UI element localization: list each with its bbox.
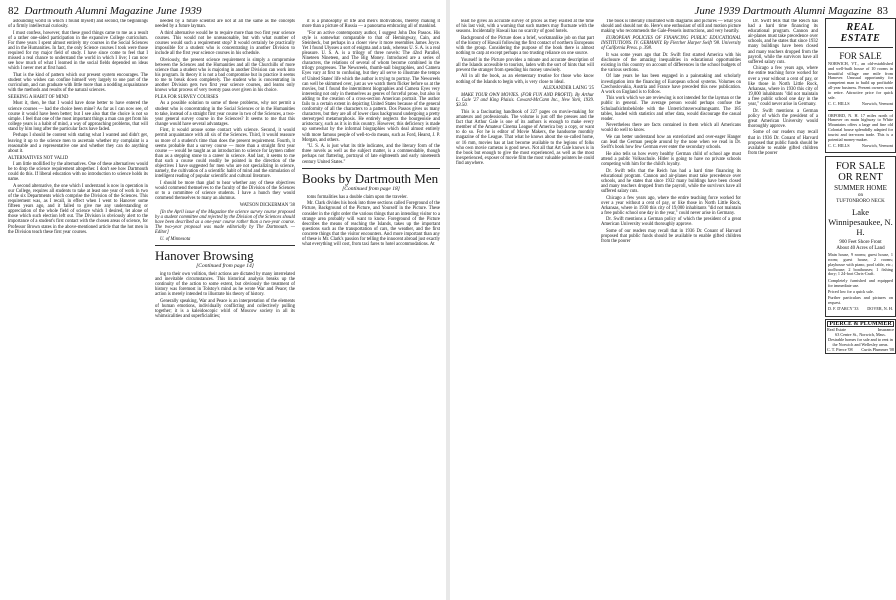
right-column-2 bbox=[601, 19, 741, 597]
contact-place: Norwich, Vermont bbox=[861, 142, 893, 148]
left-column-3 bbox=[302, 19, 440, 597]
furnished-note: Completely furnished and equipped for immediate use. bbox=[828, 277, 893, 288]
continued-line: [Continued from page 18] bbox=[342, 185, 400, 192]
right-column-3 bbox=[748, 19, 818, 597]
review-paragraph: The book is liberally illustrated with diagrams and pictures — what you should and should not do. Here's one enthusiast of still and motion picture making who recommends the Gale-Pessels instructions, and very heartily. bbox=[601, 19, 741, 35]
pp-address: 63 Centre St., Norwich, Mass. bbox=[835, 332, 886, 338]
review-paragraph: He also tells us how every healthy German child of school age must attend a public Volksschule. Hitler is going to have no private schools competing with him for the child's loyalty. bbox=[601, 151, 741, 167]
tuftonboro-neck: TUFTONBORO NECK bbox=[836, 199, 885, 205]
review-paragraph: Chicago a few years ago, where the entire teaching force worked for over a year without a cent of pay, or like those in North Little Rock, Arkansas, where in 1930 this city of 19,000 inhabitants "did not maintain a free public school one day in the year," could never arise in Germany. bbox=[601, 195, 741, 216]
review-paragraph: Of late years he has been engaged in a painstaking and scholarly investigation into the financing of European school systems. Volumes on Czechoslovakia, Austria and France have preceded this new publication. A work on England is to follow. bbox=[601, 74, 741, 95]
article-paragraph: ing to their own volition, their actions are dictated by many interrelated and inevitable circumstances. This historical analysis breaks up the continuity of the action to some extent, but obviously the treatment of history was foremost in Tolstoy's mind as he wrote War and Peace; the action is merely intended to illustrate his theory of history. bbox=[155, 271, 295, 298]
review-paragraph: Dr. Swift tells that the Reich has had a hard time financing its educational program. Cannon and air-planes must take precedence over schools, and he states that since 1932 many buildings have been closed and many teachers dropped from the payroll, while the survivors have all suffered salary cuts. bbox=[748, 19, 818, 65]
contact-place: Norwich, Vermont bbox=[861, 100, 893, 106]
review-paragraph: Dr. Swift tells that the Reich has had a hard time financing its educational program. Cannon and air-planes must take precedence over schools, and he states that since 1932 many buildings have been closed and many teachers dropped from the payroll, while the survivors have all suffered salary cuts. bbox=[601, 168, 741, 194]
section-subhead: ALTERNATIVES NOT VALID bbox=[8, 155, 68, 161]
article-paragraph: I should be more than glad to hear whether any of these objectives would commend themselves to the faculty of the Division of the Sciences or to a committee of science students. I have a hunch they would commend themselves to many an alumnus. bbox=[155, 180, 295, 202]
acreage: About 40 Acres of Land bbox=[836, 246, 885, 252]
darcy-contact bbox=[828, 307, 893, 312]
article-paragraph: That is the kind of pattern which our present system encourages. The student who wishes can confine himself very largely to one part of the curriculum, and can graduate with little more than a nodding acquaintance with the methods and results of the natural sciences. bbox=[8, 72, 148, 94]
summer-home-ad bbox=[825, 156, 896, 316]
review-paragraph: Nevertheless there are facts contained in them which all Americans would do well to know. bbox=[601, 123, 741, 134]
review-paragraph: It was some years ago that Dr. Swift first started America with his disclosure of the amazing inequalities in educational opportunities existing in this country on account of differences in the school budgets of the various sections. bbox=[601, 52, 741, 73]
article-paragraph: Generally speaking, War and Peace is an interpretation of the elements of human emotions, individually conflicting and collectively pulling together; it is a kaleidoscopic whirl of Moscow society in all its whimsicalities and superficialities; bbox=[155, 298, 295, 320]
right-page bbox=[450, 0, 896, 600]
section-subhead: PLEA FOR SURVEY COURSES bbox=[155, 95, 219, 101]
for-sale-or-rent: FOR SALE OR RENT bbox=[835, 161, 886, 184]
review-paragraph: Yourself in the Picture provides a minute and accurate description of all the Islands accessible to tourists, laden with the sort of hints that will prevent the stranger from spending his money unwisely. bbox=[456, 57, 594, 73]
hanover-browsing-heading: Hanover Browsing bbox=[155, 247, 254, 263]
lake-name: Lake Winnipesaukee, N. H. bbox=[828, 207, 893, 238]
pp-real-estate: Real Estate bbox=[827, 327, 846, 333]
for-sale-heading: FOR SALE bbox=[839, 51, 882, 61]
divider bbox=[155, 245, 295, 246]
orford-description: ORFORD, N. H. 17 miles north of Hanover on main highway to White Mountains offers a large and fine old Colonial house splendidly adapted for tourist and tea-room trade. This is a potential money-maker. bbox=[828, 112, 893, 142]
pp-partner: C. T. Pierce '08 bbox=[827, 346, 853, 352]
article-paragraph: needed by a future scientist are not at all the same as the concepts needed by a future layman. bbox=[155, 19, 295, 30]
pp-partner: Curtis Plummer '08 bbox=[861, 346, 894, 352]
orford-contact bbox=[828, 144, 893, 149]
article-paragraph: Must it, then, be that I would have done better to have entered the science courses — had the choice been mine? As far as I can now see, of course it would have been better; but I see also that the choice is not so simple. I feel that one of the most important things a man can get from his college years is a habit of mind, a way of approaching problems, that will stand by him long after the particular facts have faded. bbox=[8, 101, 148, 132]
article-paragraph: I must confess, however, that these good things came to me as a result of a rather one-sided participation in the expansive College curriculum. For three years I spent almost entirely my courses in the Social Sciences and in the Humanities. In fact, the only Science courses I took were those required for my major field of study. I have since come to feel that I missed a real chance to understand the world in which I live; I can now see how much of what I learned in the social fields depended on ideas which I never met at first hand. bbox=[8, 30, 148, 72]
left-running-head bbox=[8, 5, 202, 17]
real-estate-title: REAL ESTATE bbox=[840, 22, 881, 44]
article-paragraph: toms formalities has a double claim upon the traveler. bbox=[307, 194, 408, 200]
article-paragraph: I am little mollified by the alternatives. One of these alternatives would be to drop the science requirement altogether. I don't see how Dartmouth could do this. If liberal education with no introduction to science holds its name. bbox=[8, 161, 148, 183]
norwich-listing bbox=[828, 62, 893, 149]
contact-name: C. C. HILLS bbox=[828, 100, 850, 106]
review-paragraph: All in all the book, as an elementary treatise for those who know nothing of the Islands to begin with, is very close to ideal. bbox=[456, 74, 594, 85]
article-paragraph: Obviously, the present science requirement is simply a compromise between the Sciences and the Humanities and all the Churchills of more science than a student who is majoring in another Division can work into his program. In theory it is not a bad compromise but in practice it seems to me to break down completely. The student who is concentrating in another Division gets two first year science courses, and learns only knows what process of very twenty pass over given in his choice. bbox=[155, 57, 295, 94]
review-paragraph: Some of our readers may recall that in 1936 Dr. Conant of Harvard proposed that public funds should be available to enable gifted children from the poorer bbox=[601, 229, 741, 245]
continued-line: [Continued from page 14] bbox=[196, 262, 254, 269]
review-paragraph: We can better understand how an exteriorized and over-eager Hanger can lead the German people around by the nose when we read in Dr. Swift's book how few German ever enter the secondary schools. bbox=[601, 134, 741, 151]
book-citation: EUROPEAN POLICIES OF FINANCING PUBLIC EDUCATIONAL INSTITUTIONS. IV. GERMANY. By Fletcher Harper Swift '98. University of California Press. p. 398. bbox=[601, 35, 741, 51]
author-signature: WATSON DICKERMAN '38 bbox=[239, 202, 295, 208]
contact-name: C. C. HILLS bbox=[828, 142, 850, 148]
article-paragraph: "U. S. A. is just what its title indicates, and the literary form of the three novels as well as the subject matter, is a commendable, though perhaps not flattering, portrayal of late eighteenth and early nineteenth century United States." bbox=[302, 144, 440, 165]
article-paragraph: As a possible solution to some of these problems, why not permit a student who is concentrating in the Social Sciences or in the Humanities to take, instead of a straight first year course in two of the Sciences, a two-year general survey course in the Sciences? It seems to me that this change would have several advantages. bbox=[155, 101, 295, 127]
section-subhead: SEEKING A HABIT OF MIND bbox=[8, 95, 69, 101]
left-page bbox=[0, 0, 446, 600]
review-paragraph: This is a fascinating handbook of 227 pages on movie-making for amateurs and professionals. The volume is just off the presses and the fact that Arthur Gale is one of its authors is enough to make every member of the Amateur Cinema League of America buy a copy, or want to do so. For he is editor of Movie Makers, the handsome monthly magazine of the League. That what he knows about the so-called home, or 16 mm, movies has at last become available to the legions of folks who own movie cameras is good news. Not all that Art Gale knows is in the book but enough to give the most experienced, as well as the most inexperienced, exposer of movie film the most valuable pointers he could find anywhere. bbox=[456, 110, 594, 166]
right-page-number: 83 bbox=[877, 5, 888, 17]
norwich-contact bbox=[828, 102, 893, 107]
pierce-plummer-title: PIERCE & PLUMMER bbox=[827, 321, 894, 328]
review-paragraph: This work which we are reviewing is not intended for the layman or the public in general. The average person would perhaps confuse the Schulaufsichtsbehörde with the Unterrichtsverwaltungsamt. The 185 tables, loaded with statistics and other data, would discourage the casual reader. bbox=[601, 96, 741, 122]
review-paragraph: Some of our readers may recall that in 1936 Dr. Conant of Harvard proposed that public funds should be available to enable gifted children from the poorer bbox=[748, 130, 818, 156]
left-page-number: 82 bbox=[8, 5, 19, 17]
left-column-2 bbox=[155, 19, 295, 597]
note-header: U. of Minnesota bbox=[160, 236, 191, 242]
review-paragraph: Dr. Swift mentions a German policy of which the president of a great American University would thoroughly approve. bbox=[748, 108, 818, 129]
summer-home-details bbox=[828, 253, 893, 312]
article-paragraph: "For an active contemporary author, I suggest John Dos Passos. His style is somewhat comparable to that of Hemingway, Cain, and Steinbeck, but perhaps in a closer view it more resembles James Joyce. Yet I found Ulysses a sort of enigma and a task, whereas U. S. A. is a real pleasure. U. S. A. is a trilogy of three novels: The 42nd Parallel, Nineteen Nineteen, and The Big Money. Introduced are a series of characters, the relations of several of whom become combined in the trilogy progresses. The Newsreels, thumb-nail biographies, and Camera Eyes vary at first to confusing, but they all serve to illustrate the tempo of United States' life which the author is trying to portray. The Newsreels can well be skimmed over, just as we watch them flicker before us at the movies, but I found the intermittent biographies and Camera Eyes very interesting not only in themselves as genres of forceful prose, but also in adding to the creation of a cross-section American portrait. The author fails to a certain extent in depicting United States because of the general conformity of all the characters to a pattern. Dos Passos gives us many characters, but they are all of lower class background undergoing a pretty stereotyped metamorphosis. He entirely neglects the bourgeoisie and aristocracy, such as it is in this country. However, this deficiency is made up somewhat by the informal biographies which deal almost entirely with more famous people of well-to-do means, such as Ford, Hearst, J. P. Morgan, and others. bbox=[302, 30, 440, 143]
pp-partners bbox=[827, 348, 894, 353]
books-heading: Books by Dartmouth Men bbox=[302, 170, 439, 186]
review-paragraph: Dr. Swift mentions a German policy of which the president of a great American University would thoroughly approve. bbox=[601, 217, 741, 228]
pp-description: Desirable homes for sale and to rent in the Norwich and Wellesley areas. bbox=[828, 336, 893, 347]
author-signature: ALEXANDER LAING '25 bbox=[542, 86, 594, 92]
left-column-1 bbox=[8, 19, 148, 597]
left-running-title: Dartmouth Alumni Magazine June 1939 bbox=[24, 5, 202, 17]
pp-insurance: Insurance bbox=[877, 327, 894, 333]
right-running-head bbox=[694, 5, 888, 17]
editor-note: [In the April issue of the Magazine the science survey course proposed by a student committee and rejected by the Division of the Sciences should have been described as a one-year course rather than a two-year course. The two-year proposal was made editorially by The Dartmouth. — Editor] bbox=[155, 209, 295, 236]
right-column-1 bbox=[456, 19, 594, 597]
norwich-description: NORWICH, VT., an old-established and well-built house of 10 rooms in beautiful village one mile from Hanover. Unusual opportunity for competent man to build up profitable all-year business. Present owners want to retire. Attractive price for quick sale. bbox=[828, 61, 893, 100]
summer-home: SUMMER HOME bbox=[834, 184, 887, 193]
contact-name: D. F. D'ARCY '33 bbox=[828, 306, 859, 312]
article-paragraph: Mr. Clark divides his book into three sections called Foreground of the Picture, Background of the Picture, and Yourself in the Picture. These consider in the right order the various things that an intending visitor to a strange area probably will want to know. Foreground of the Picture describes the means of reaching the Islands, takes up the important questions such as the transportation of cars, the weather, and the first concrete things that the visitor encounters. And more important than any of these is Mr. Clark's passion for telling the innocent abroad just exactly what everything will cost, from taxi fares to hotel accommodations. At bbox=[302, 201, 440, 248]
review-paragraph: Chicago a few years ago, where the entire teaching force worked for over a year without a cent of pay, or like those in North Little Rock, Arkansas, where in 1930 this city of 19,000 inhabitants "did not maintain a free public school one day in the year," could never arise in Germany. bbox=[748, 66, 818, 107]
price-note: Priced low for a quick sale. bbox=[828, 288, 874, 294]
book-citation: MAKE YOUR OWN MOVIES. (FOR FUN AND PROFIT). By Arthur L. Gale '27 and King Plaisis. Coward-McCann Inc., New York, 1939. $3.50. bbox=[456, 93, 594, 109]
divider bbox=[828, 110, 893, 111]
review-paragraph: least he gives an accurate survey of prices as they existed at the time of his last visit, with a warning that such matters may fluctuate with the seasons. Incidentally Hawaii has no scarcity of good hotels. bbox=[456, 19, 594, 35]
pierce-plummer-ad bbox=[825, 319, 896, 355]
article-paragraph: it is a philosophy of life and men's motivations, thereby making it more than a picture of Russia — a panorama embracing all of mankind. bbox=[302, 19, 440, 30]
real-estate-ads bbox=[825, 18, 896, 354]
shore-frontage: 900 Feet Shore Front bbox=[839, 240, 882, 246]
article-paragraph: First, it would arouse some contact with science. Second, it would permit acquaintance with all six of the Sciences. Third, it would reassure us more of a student's time than does the present requirement. Fourth, it seems probable that a survey course — more than a straight first year course — would be taught as an introduction to science for laymen rather than as a stepping stone to a career in science. And last, it seems to me that such a course could readily be pointed in the direction of the objectives I have suggested for men who are not specializing in science, namely, the cultivation of a scientific habit of mind and the stimulation of intelligent reading of popular scientific and cultural literature. bbox=[155, 128, 295, 180]
divider bbox=[302, 168, 440, 169]
on-label: on bbox=[858, 193, 863, 199]
divider bbox=[828, 47, 893, 48]
review-paragraph: Background of the Picture does a brief, workmanlike job on that part of the history of Hawaii following the first contact of northern Europeans with the group. Considering the purpose of the book there is almost nothing to carp at except perhaps a too trusting reliance on one source. bbox=[456, 35, 594, 57]
further-note: Further particulars and pictures on request. bbox=[828, 295, 893, 305]
real-estate-box bbox=[825, 18, 896, 153]
article-paragraph: A second alternative, the one which I understand is now in operation in our College, requires all students to take at least one year of work in two of the six Departments which comprise the Division of the Sciences. This requirement was, as I recall, in effect when I went to Hanover some fifteen years ago, and it failed to give me any understanding or appreciation of the whole field of science which I desired, let alone of those which such election left out. The Division is obviously alert to the importance of a student's first contact with the chosen areas of science, for Professor Brown states in the above-mentioned article that the hot men in the Division teach these first year courses. bbox=[8, 183, 148, 235]
article-paragraph: astounding world in which I found myself) and second, the beginnings of a firmly intellectual curiosity. bbox=[8, 19, 148, 30]
contact-place: DOVER, N. H. bbox=[867, 306, 893, 312]
right-running-title: June 1939 Dartmouth Alumni Magazine bbox=[694, 5, 872, 17]
article-paragraph: A third alternative would be to require more than two first year science courses. This would not be unreasonable, but with what number of courses would such a requirement stop? It would certainly be practically impossible for a student who is concentrating in another Division to include all the first year science courses in his schedule. bbox=[155, 30, 295, 57]
house-features: Main house, 9 rooms; guest house, 1 room; guest house, 2 rooms; playhouse with piano, pool table, etc.; toolhouse; 2 boathouses; 1 fishing dory; 1 24-foot Chris-Craft. bbox=[828, 252, 893, 277]
article-paragraph: Perhaps I should be content with stating what I wanted and didn't get, leaving it up to the science men to ascertain whether my complaint is a reasonable and a representative one and whether they can do anything about it. bbox=[8, 133, 148, 154]
